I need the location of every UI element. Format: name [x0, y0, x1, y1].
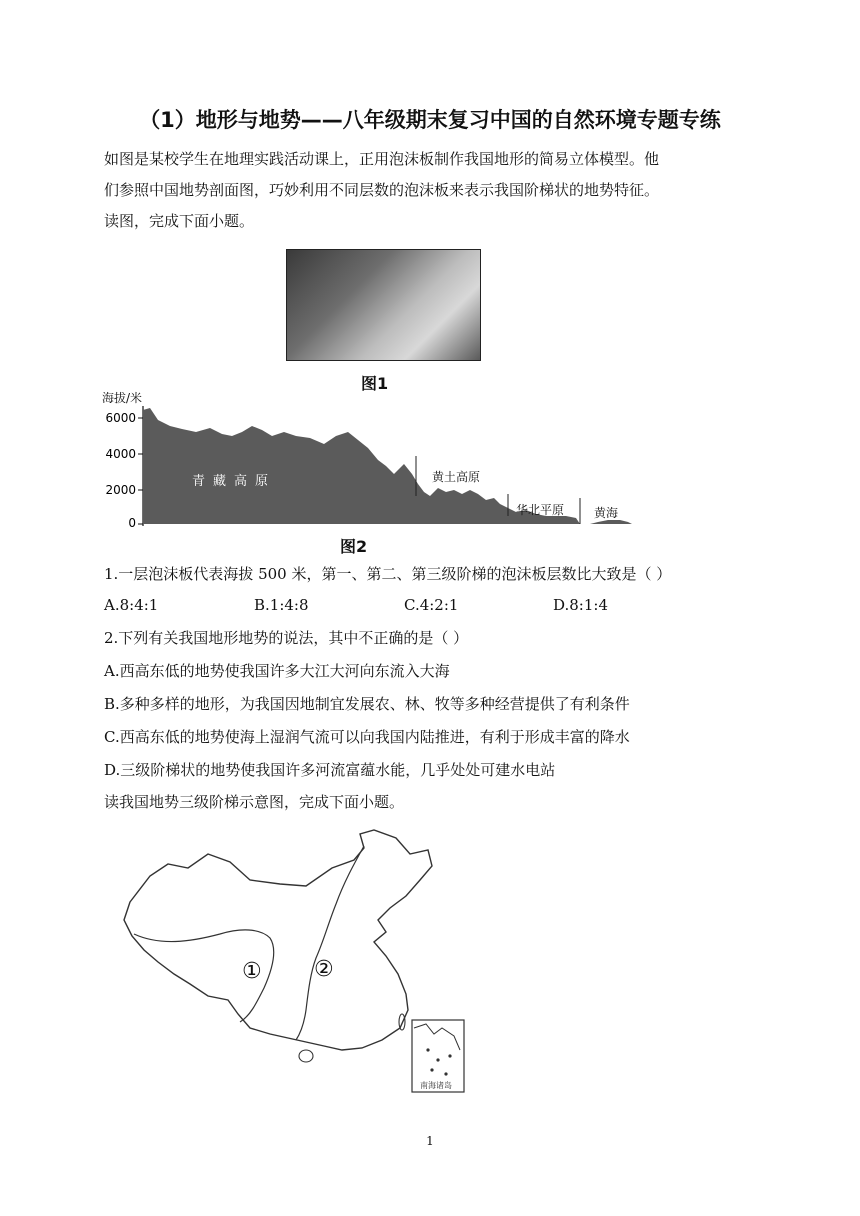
q1-option-b: B.1:4:8	[254, 596, 309, 614]
question-2-stem: 2.下列有关我国地形地势的说法，其中不正确的是（ ）	[104, 629, 469, 647]
q1-option-a: A.8:4:1	[104, 596, 159, 614]
region-label-loess: 黄土高原	[432, 470, 481, 484]
inset-island-dot	[436, 1058, 439, 1061]
ytick-6000: 6000	[105, 411, 136, 425]
inset-island-dot	[444, 1072, 447, 1075]
q1-option-d: D.8:1:4	[553, 596, 608, 614]
region-label-north-china-plain: 华北平原	[516, 503, 565, 517]
hainan-island	[299, 1050, 313, 1062]
figure2-caption: 图2	[340, 537, 368, 556]
q2-option-b: B.多种多样的地形，为我国因地制宜发展农、林、牧等多种经营提供了有利条件	[104, 695, 630, 713]
chart-ylabel: 海拔/米	[102, 391, 143, 405]
q2-option-d: D.三级阶梯状的地势使我国许多河流富蕴水能，几乎处处可建水电站	[104, 761, 556, 779]
intro-line-3: 读图，完成下面小题。	[104, 212, 255, 230]
q1-option-c: C.4:2:1	[404, 596, 459, 614]
intro-paragraph	[104, 144, 754, 237]
students-making-model-photo	[286, 249, 481, 361]
inset-island-dot	[448, 1054, 451, 1057]
region-label-qinghai-tibet: 青藏高原	[192, 474, 277, 489]
ytick-2000: 2000	[105, 483, 136, 497]
question-1-stem: 1.一层泡沫板代表海拔 500 米，第一、第二、第三级阶梯的泡沫板层数比大致是（ ）	[104, 565, 672, 583]
map-label-2: ②	[314, 957, 334, 982]
ytick-0: 0	[128, 516, 136, 530]
inset-island-dot	[426, 1048, 429, 1051]
intro-line-2: 们参照中国地势剖面图，巧妙利用不同层数的泡沫板来表示我国阶梯状的地势特征。	[104, 181, 660, 199]
page-title: （1）地形与地势——八年级期末复习中国的自然环境专题专练	[139, 108, 721, 132]
q2-option-c: C.西高东低的地势使海上湿润气流可以向我国内陆推进，有利于形成丰富的降水	[104, 728, 630, 746]
figure1-caption: 图1	[361, 374, 389, 393]
q2-option-a: A.西高东低的地势使我国许多大江大河向东流入大海	[104, 662, 450, 680]
terrain-profile-chart	[100, 386, 640, 534]
ytick-4000: 4000	[105, 447, 136, 461]
inset-island-dot	[430, 1068, 433, 1071]
page-number: 1	[426, 1134, 434, 1148]
china-terrain-steps-map	[110, 824, 490, 1104]
map-label-1: ①	[242, 959, 262, 984]
step2-boundary	[296, 846, 364, 1040]
inset-label: 南海诸岛	[420, 1081, 452, 1090]
region-label-yellow-sea: 黄海	[594, 506, 619, 520]
intro-line-1: 如图是某校学生在地理实践活动课上，正用泡沫板制作我国地形的简易立体模型。他	[104, 150, 660, 168]
inset-coast	[414, 1024, 460, 1050]
map-intro: 读我国地势三级阶梯示意图，完成下面小题。	[104, 793, 405, 811]
china-outline	[124, 830, 432, 1050]
